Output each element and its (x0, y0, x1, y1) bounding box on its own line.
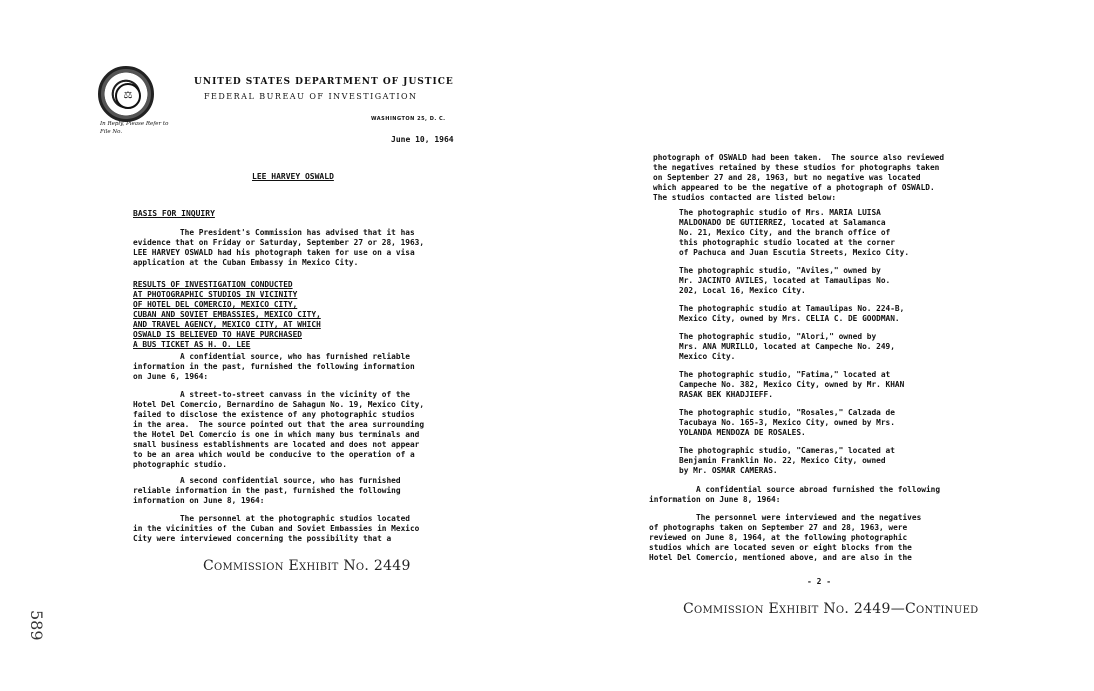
paragraph-source-abroad: A confidential source abroad furnished the following information on June 8, 1964: (649, 485, 941, 504)
results-heading: RESULTS OF INVESTIGATION CONDUCTED AT PHOTOGRAPHIC STUDIOS IN VICINITY OF HOTEL DEL COMERCIO, MEXICO CITY, CUBAN AND SOVIET EMBASSIES, MEXICO CITY, AND TRAVEL AGENCY, MEXICO CITY, AT WHICH OSWALD IS BELIEVED TO HAVE PURCHASED A BUS TICKET AS H. O. LEE (133, 280, 321, 349)
seal-center: ⚖ (115, 83, 141, 109)
letter-date: June 10, 1964 (391, 135, 454, 144)
right-page (547, 0, 1094, 691)
paragraph-source-one: A confidential source, who has furnished reliable information in the past, furnished the following information on June 6, 1964: (133, 352, 415, 381)
reply-reference-note: In Reply, Please Refer to File No. (100, 121, 169, 135)
paragraph-source-two: A second confidential source, who has furnished reliable information in the past, furnished the following information on June 8, 1964: (133, 476, 401, 505)
exhibit-label: Commission Exhibit No. 2449 (203, 558, 411, 574)
fbi-seal-icon (98, 66, 154, 122)
studio-entry-aviles: The photographic studio, "Aviles," owned by Mr. JACINTO AVILES, located at Tamaulipas No. 202, Local 16, Mexico City. (679, 266, 891, 295)
paragraph-personnel: The personnel at the photographic studios located in the vicinities of the Cuban and Soviet Embassies in Mexico City were interviewed concerning the possibility that a (133, 514, 420, 543)
margin-page-number: 589 (27, 610, 46, 641)
bureau-name: FEDERAL BUREAU OF INVESTIGATION (204, 92, 418, 101)
studio-entry-goodman: The photographic studio at Tamaulipas No. 224-B, Mexico City, owned by Mrs. CELIA C. DE GOODMAN. (679, 304, 905, 323)
paragraph-continued: photograph of OSWALD had been taken. The source also reviewed the negatives retained by these studios for photographs taken on September 27 and 28, 1963, but no negative was located which appeared to be the negative of a photograph of OSWALD. The studios contacted are listed below: (653, 153, 945, 202)
subject-title: LEE HARVEY OSWALD (252, 172, 334, 181)
page-number: - 2 - (807, 577, 832, 586)
paragraph-commission: The President's Commission has advised that it has evidence that on Friday or Saturday, September 27 or 28, 1963, LEE HARVEY OSWALD had his photograph taken for use on a visa application at the Cuban Embassy in Mexico City. (133, 228, 425, 267)
studio-entry-rosales: The photographic studio, "Rosales," Calzada de Tacubaya No. 165-3, Mexico City, owned by Mrs. YOLANDA MENDOZA DE ROSALES. (679, 408, 895, 437)
studio-entry-gutierrez: The photographic studio of Mrs. MARIA LUISA MALDONADO DE GUTIERREZ, located at Salamanca No. 21, Mexico City, and the branch office of this photographic studio located at the corner of Pachuca and Juan Escutia Streets, Mexico City. (679, 208, 910, 257)
basis-heading: BASIS FOR INQUIRY (133, 209, 215, 218)
studio-entry-cameras: The photographic studio, "Cameras," located at Benjamin Franklin No. 22, Mexico City, owned by Mr. OSMAR CAMERAS. (679, 446, 895, 475)
studio-entry-fatima: The photographic studio, "Fatima," located at Campeche No. 382, Mexico City, owned by Mr. KHAN RASAK BEK KHADJIEFF. (679, 370, 905, 399)
studio-entry-alori: The photographic studio, "Alori," owned by Mrs. ANA MURILLO, located at Campeche No. 249, Mexico City. (679, 332, 895, 361)
paragraph-negatives-review: The personnel were interviewed and the negatives of photographs taken on September 27 and 28, 1963, were reviewed on June 8, 1964, at the following photographic studios which are located seven or eight blocks from the Hotel Del Comercio, mentioned above, and are also in the (649, 513, 922, 562)
letterhead-city: WASHINGTON 25, D. C. (371, 116, 446, 122)
exhibit-continued-label: Commission Exhibit No. 2449—Continued (683, 601, 979, 617)
paragraph-canvass: A street-to-street canvass in the vicinity of the Hotel Del Comercio, Bernardino de Sahagun No. 19, Mexico City, failed to disclose the existence of any photographic studios in the area. The source pointed out that the area surrounding the Hotel Del Comercio is one in which many bus terminals and small business establishments are located and does not appear to be an area which would be conducive to the operation of a photographic studio. (133, 390, 425, 469)
department-name: UNITED STATES DEPARTMENT OF JUSTICE (194, 77, 454, 87)
